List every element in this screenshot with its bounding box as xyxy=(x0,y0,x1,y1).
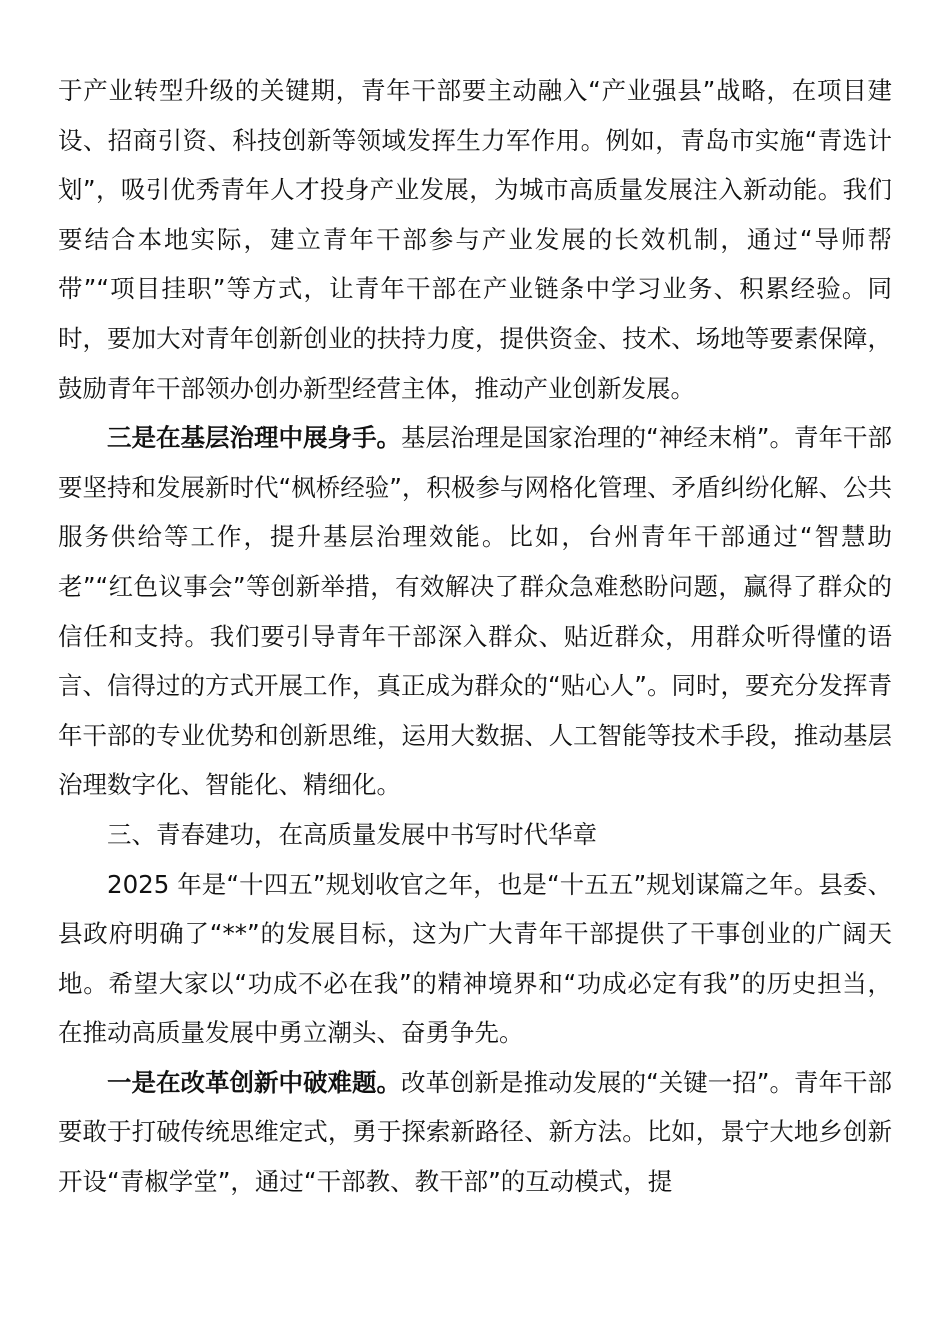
document-page xyxy=(58,66,892,1207)
paragraph-reform-innovation xyxy=(58,1058,892,1207)
paragraph-lead-reform: 一是在改革创新中破难题。 xyxy=(107,1067,402,1097)
paragraph-body-grassroots: 基层治理是国家治理的“神经末梢”。青年干部要坚持和发展新时代“枫桥经验”，积极参与网格化管理、矛盾纠纷化解、公共服务供给等工作，提升基层治理效能。比如，台州青年干部通过“智慧助老”“红色议事会”等创新举措，有效解决了群众急难愁盼问题，赢得了群众的信任和支持。我们要引导青年干部深入群众、贴近群众，用群众听得懂的语言、信得过的方式开展工作，真正成为群众的“贴心人”。同时，要充分发挥青年干部的专业优势和创新思维，运用大数据、人工智能等技术手段，推动基层治理数字化、智能化、精细化。 xyxy=(58,423,892,800)
paragraph-2025-goals: 2025 年是“十四五”规划收官之年，也是“十五五”规划谋篇之年。县委、县政府明确了“**”的发展目标，这为广大青年干部提供了干事创业的广阔天地。希望大家以“功成不必在我”的精神境界和“功成必定有我”的历史担当，在推动高质量发展中勇立潮头、奋勇争先。 xyxy=(58,869,892,1048)
paragraph-lead-grassroots: 三是在基层治理中展身手。 xyxy=(107,423,402,453)
paragraph-industry-development: 于产业转型升级的关键期，青年干部要主动融入“产业强县”战略，在项目建设、招商引资、科技创新等领域发挥生力军作用。例如，青岛市实施“青选计划”，吸引优秀青年人才投身产业发展，为城市高质量发展注入新动能。我们要结合本地实际，建立青年干部参与产业发展的长效机制，通过“导师帮带”“项目挂职”等方式，让青年干部在产业链条中学习业务、积累经验。同时，要加大对青年创新创业的扶持力度，提供资金、技术、场地等要素保障，鼓励青年干部领办创办新型经营主体，推动产业创新发展。 xyxy=(58,76,892,403)
paragraph-grassroots-governance xyxy=(58,413,892,810)
section-heading-three: 三、青春建功，在高质量发展中书写时代华章 xyxy=(107,819,597,849)
paragraph-body-reform: 改革创新是推动发展的“关键一招”。青年干部要敢于打破传统思维定式，勇于探索新路径、新方法。比如，景宁大地乡创新开设“青椒学堂”，通过“干部教、教干部”的互动模式，提 xyxy=(58,1067,892,1197)
